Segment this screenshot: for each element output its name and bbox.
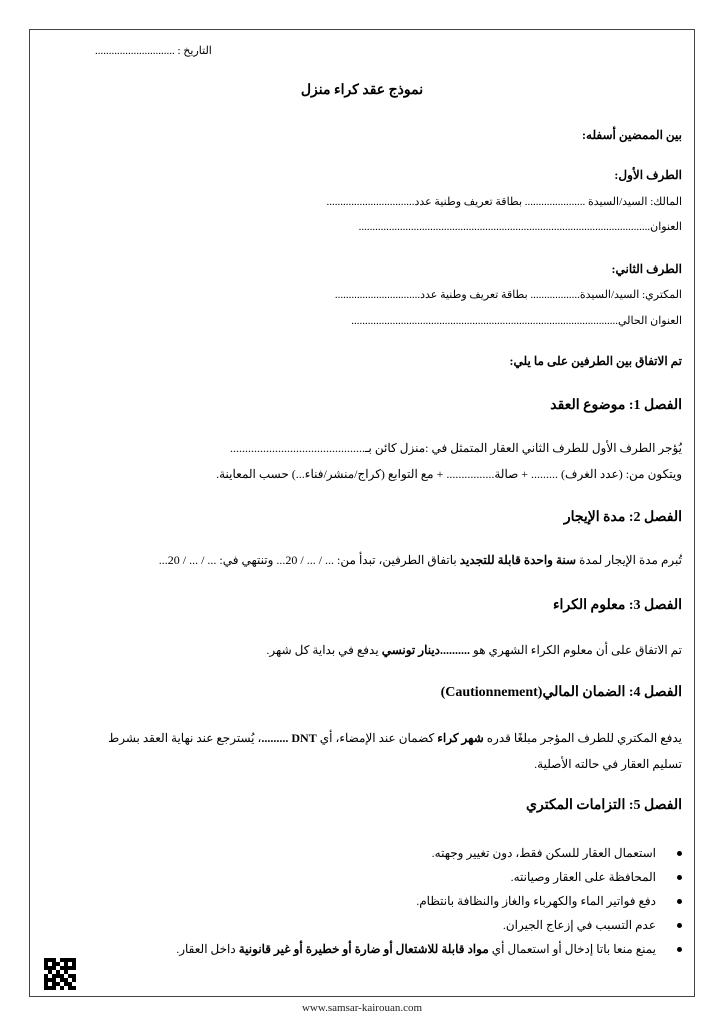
party2-tenant-line: المكتري: السيد/السيدة.................. بطاقة تعريف وطنية عدد............................... — [334, 289, 682, 301]
party1-owner-line: المالك: السيد/السيدة ...................... بطاقة تعريف وطنية عدد................................ — [326, 196, 682, 208]
section1-line2: ويتكون من: (عدد الغرف) ......... + صالة................ + مع التوابع (كراج/منشر/فناء...) حسب المعاينة. — [216, 467, 682, 481]
party1-heading: الطرف الأول: — [614, 168, 682, 182]
section3-heading: الفصل 3: معلوم الكراء — [552, 598, 682, 613]
document-title: نموذج عقد كراء منزل — [300, 83, 424, 98]
section3-line1: تم الاتفاق على أن معلوم الكراء الشهري هو ..........دينار تونسي يدفع في بداية كل شهر. — [266, 643, 682, 657]
intro-line: بين الممضين أسفله: — [582, 128, 682, 142]
party2-heading: الطرف الثاني: — [611, 262, 682, 276]
qr-code-icon — [44, 958, 76, 990]
section2-line1: تُبرم مدة الإيجار لمدة سنة واحدة قابلة للتجديد باتفاق الطرفين، تبدأ من: ... / ... / 20... وتنتهي في: ... / ... / 20... — [158, 553, 682, 567]
duration-bold: سنة واحدة قابلة للتجديد — [459, 553, 577, 567]
agreement-line: تم الاتفاق بين الطرفين على ما يلي: — [509, 354, 682, 368]
list-item: عدم التسبب في إزعاج الجيران. — [62, 915, 682, 939]
bullet-icon — [677, 851, 682, 856]
footer-url: www.samsar-kairouan.com — [301, 1002, 423, 1014]
section1-heading: الفصل 1: موضوع العقد — [550, 398, 682, 413]
obligations-list — [62, 843, 682, 963]
bullet-icon — [677, 947, 682, 952]
section2-heading: الفصل 2: مدة الإيجار — [563, 510, 682, 525]
list-item: يمنع منعا باتا إدخال أو استعمال أي مواد قابلة للاشتعال أو ضارة أو خطيرة أو غير قانونية داخل العقار. — [62, 939, 682, 963]
party1-address-line: العنوان.......................................................................................................... — [358, 221, 682, 233]
list-item: دفع فواتير الماء والكهرباء والغاز والنظافة بانتظام. — [62, 891, 682, 915]
date-line: التاريخ : ............................. — [95, 45, 212, 57]
section4-heading: الفصل 4: الضمان المالي(Cautionnement) — [440, 685, 682, 700]
section5-heading: الفصل 5: التزامات المكتري — [526, 798, 682, 813]
bullet-icon — [677, 899, 682, 904]
rent-amount-bold: ..........دينار تونسي — [381, 643, 471, 657]
section1-line1: يُؤجر الطرف الأول للطرف الثاني العقار المتمثل في :منزل كائن بـ............................................. — [230, 441, 682, 455]
section4-line1: يدفع المكتري للطرف المؤجر مبلغًا قدره شهر كراء كضمان عند الإمضاء، أي DNT .........، يُسترجع عند نهاية العقد بشرط — [108, 731, 682, 745]
list-item: استعمال العقار للسكن فقط، دون تغيير وجهته. — [62, 843, 682, 867]
deposit-amount-bold: DNT ......... — [261, 731, 317, 745]
bullet-icon — [677, 875, 682, 880]
prohibited-materials-bold: مواد قابلة للاشتعال أو ضارة أو خطيرة أو غير قانونية — [238, 942, 489, 956]
bullet-icon — [677, 923, 682, 928]
list-item: المحافظة على العقار وصيانته. — [62, 867, 682, 891]
party2-address-line: العنوان الحالي................................................................................................. — [351, 315, 682, 327]
section4-line2: تسليم العقار في حالته الأصلية. — [534, 757, 682, 771]
